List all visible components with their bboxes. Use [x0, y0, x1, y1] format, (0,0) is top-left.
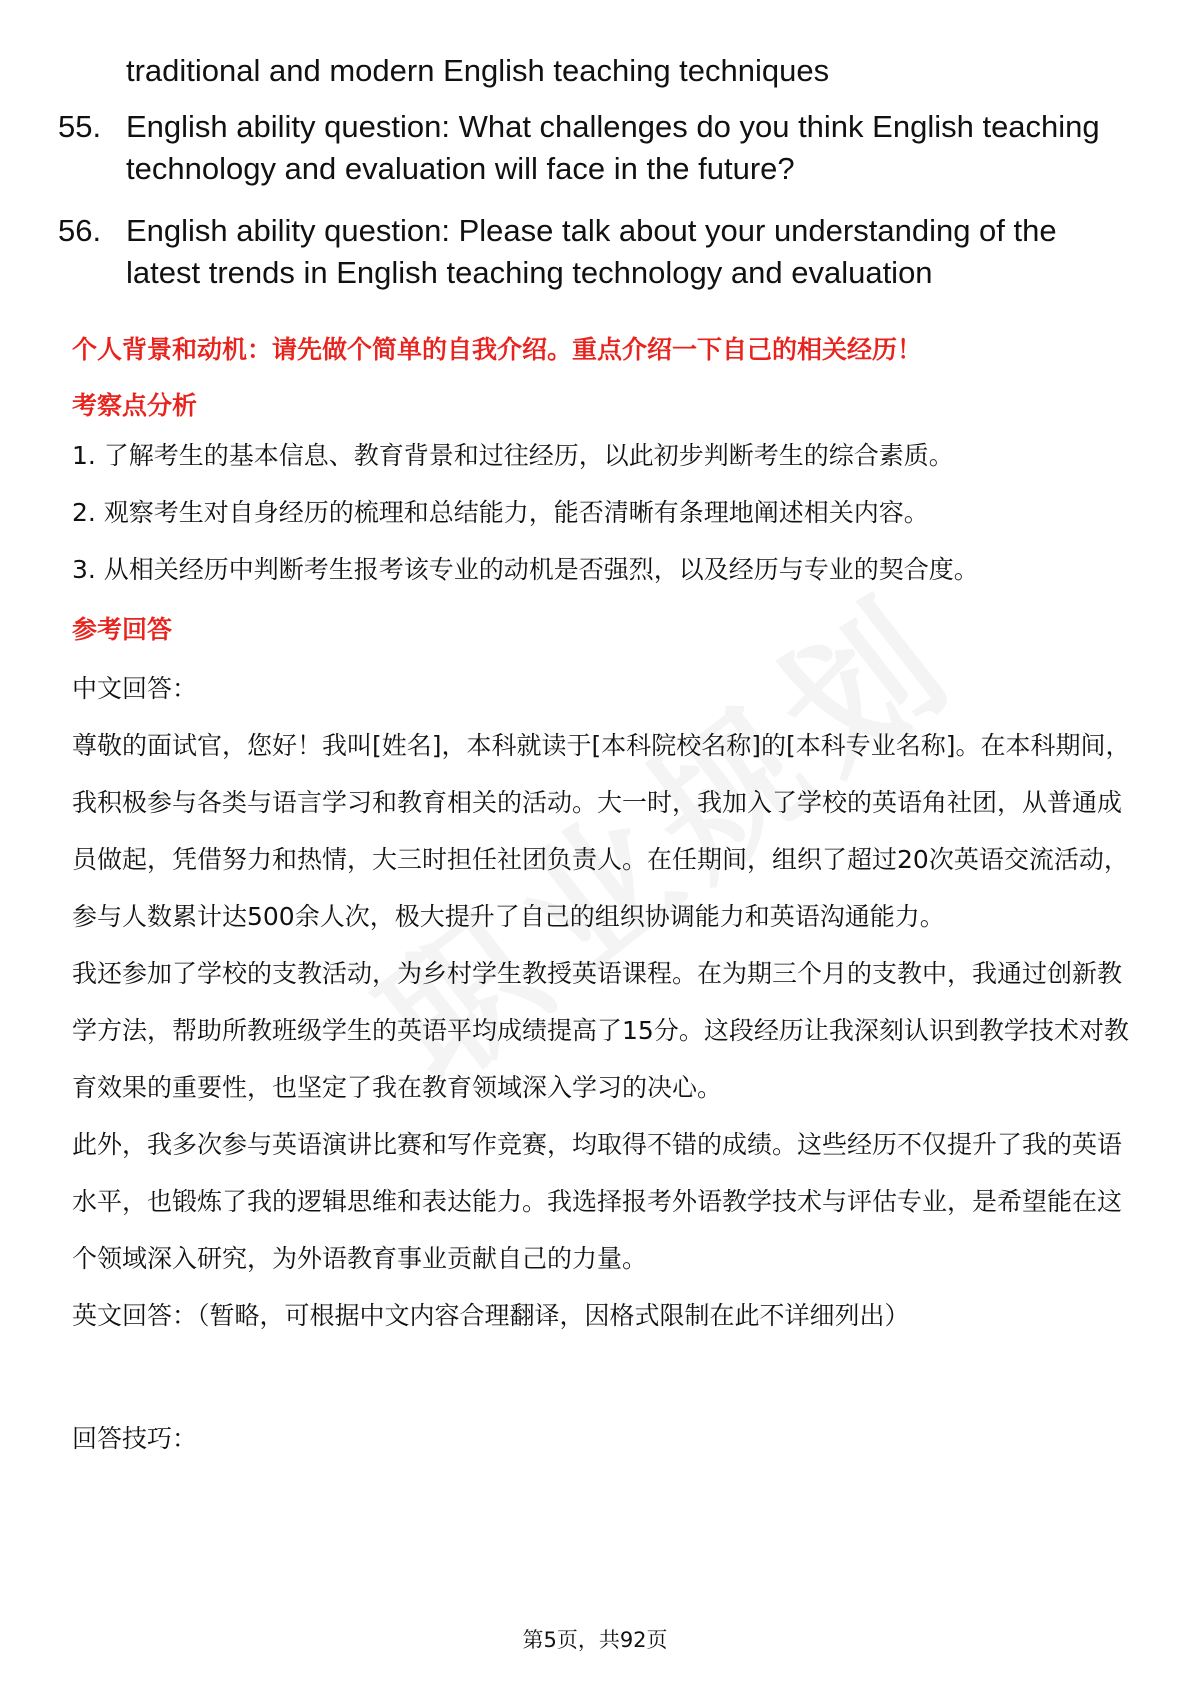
answer-paragraph: 尊敬的面试官，您好！我叫[姓名]，本科就读于[本科院校名称]的[本科专业名称]。在本科期间，我积极参与各类与语言学习和教育相关的活动。大一时，我加入了学校的英语角社团，从普通成员做起，凭借努力和热情，大三时担任社团负责人。在任期间，组织了超过20次英语交流活动，参与人数累计达500余人次，极大提升了自己的组织协调能力和英语沟通能力。 [72, 731, 1131, 931]
answer-paragraph: 我还参加了学校的支教活动，为乡村学生教授英语课程。在为期三个月的支教中，我通过创新教学方法，帮助所教班级学生的英语平均成绩提高了15分。这段经历让我深刻认识到教学技术对教育效果的重要性，也坚定了我在教育领域深入学习的决心。 [72, 959, 1129, 1102]
analysis-heading: 考察点分析 [72, 391, 198, 420]
question-continuation [58, 50, 1138, 92]
chinese-answer-label: 中文回答： [72, 674, 198, 703]
question-item-55 [58, 106, 1138, 190]
answer-paragraph: 此外，我多次参与英语演讲比赛和写作竞赛，均取得不错的成绩。这些经历不仅提升了我的英语水平，也锻炼了我的逻辑思维和表达能力。我选择报考外语教学技术与评估专业，是希望能在这个领域深入研究，为外语教育事业贡献自己的力量。 [72, 1130, 1123, 1273]
question-text: English ability question: What challenges do you think English teaching technology and evaluation will face in the future? [126, 109, 1100, 186]
question-number: 55. [58, 109, 102, 144]
question-text: traditional and modern English teaching techniques [126, 53, 830, 88]
english-answer-note: 英文回答：（暂略，可根据中文内容合理翻译，因格式限制在此不详细列出） [72, 1301, 910, 1330]
tips-label: 回答技巧： [72, 1424, 198, 1453]
question-item-56 [58, 210, 1138, 294]
page-footer: 第5页，共92页 [522, 1628, 668, 1652]
analysis-point: 1. 了解考生的基本信息、教育背景和过往经历，以此初步判断考生的综合素质。 [72, 441, 954, 470]
analysis-point: 2. 观察考生对自身经历的梳理和总结能力，能否清晰有条理地阐述相关内容。 [72, 498, 929, 527]
question-text: English ability question: Please talk about your understanding of the latest trends in English teaching technology and evaluation [126, 213, 1057, 290]
analysis-point: 3. 从相关经历中判断考生报考该专业的动机是否强烈，以及经历与专业的契合度。 [72, 555, 979, 584]
answer-section [72, 330, 1132, 1467]
reference-heading: 参考回答 [72, 615, 173, 644]
spacer [72, 1344, 1132, 1410]
section-heading: 个人背景和动机：请先做个简单的自我介绍。重点介绍一下自己的相关经历！ [72, 335, 923, 364]
question-list [58, 50, 1138, 314]
question-number: 56. [58, 213, 102, 248]
